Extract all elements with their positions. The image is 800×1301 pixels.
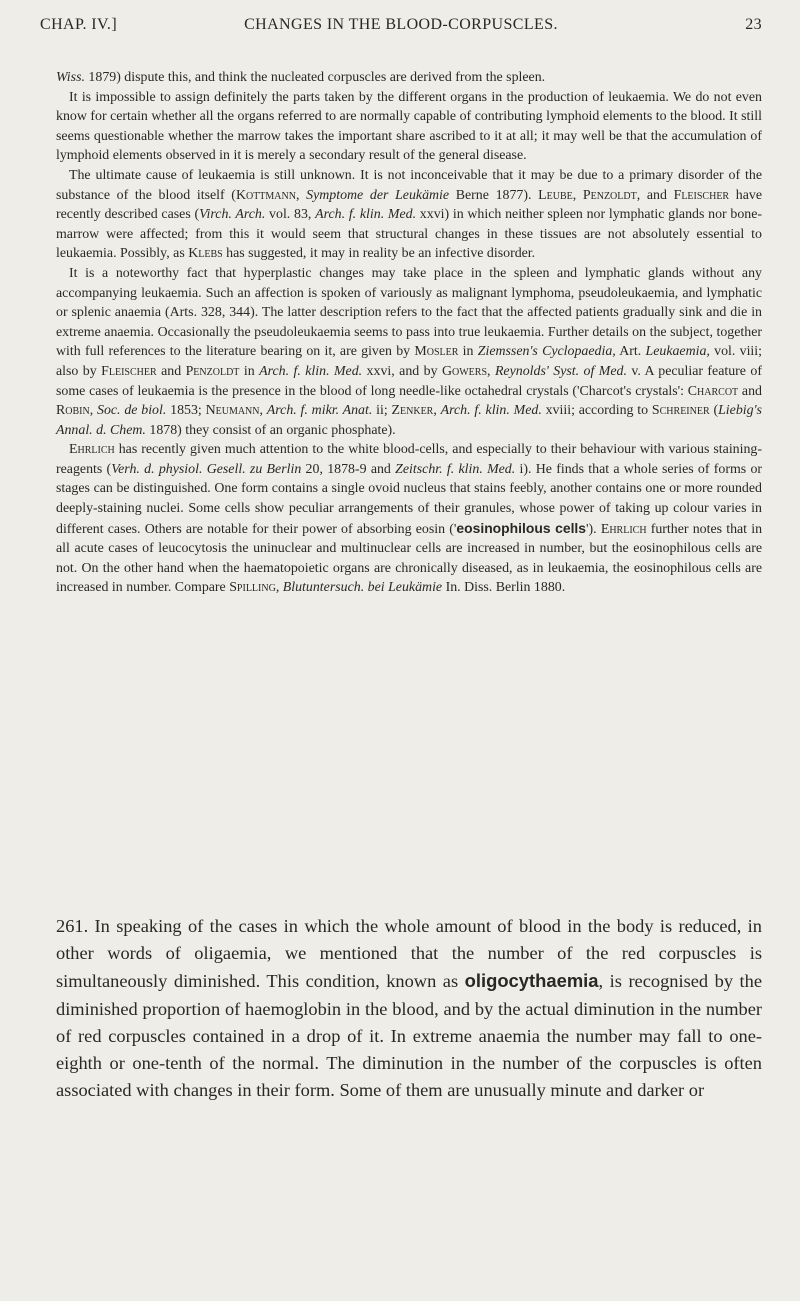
footnote-block (56, 68, 762, 598)
chapter-label: CHAP. IV.] (40, 16, 118, 33)
term-eosinophilous-cells: eosinophilous cells (456, 519, 587, 536)
note-paragraph-3: The ultimate cause of leukaemia is still unknown. It is not inconceivable that it may be due to a primary disorder of the substance of the blood itself (Kottmann, Symptome der Leukämie Berne 1877). Leube, Penzoldt, and Fleischer have recently described cases (Virch. Arch. vol. 83, Arch. f. klin. Med. xxvi) in which neither spleen nor lymphatic glands nor bone-marrow were affected; from this it would seem that structural changes in these tissues are not absolutely essential to leukaemia. Possibly, as Klebs has suggested, it may in reality be an infective disorder. (56, 167, 763, 262)
page-number: 23 (745, 16, 762, 33)
section-261-paragraph: 261. In speaking of the cases in which the whole amount of blood in the body is reduced, in other words of oligaemia, we mentioned that the number of the red corpuscles is simultaneously diminished. This condition, known as oligocythaemia, is recognised by the diminished proportion of haemoglobin in the blood, and by the actual diminution in the number of red corpuscles contained in a drop of it. In extreme anaemia the number may fall to one-eighth or one-tenth of the normal. The diminution in the number of the corpuscles is often associated with changes in their form. Some of them are unusually minute and darker or (56, 916, 762, 1101)
note-paragraph-5: Ehrlich has recently given much attention to the white blood-cells, and especially to their behaviour with various staining-reagents (Verh. d. physiol. Gesell. zu Berlin 20, 1878-9 and Zeitschr. f. klin. Med. i). He finds that a whole series of forms or stages can be distinguished. One form contains a single ovoid nucleus that stains feebly, another contains one or more rounded deeply-staining nuclei. Some cells show peculiar arrangements of their granules, whose power of taking up colour varies in different cases. Others are notable for their power of absorbing eosin ('eosinophilous cells'). Ehrlich further notes that in all acute cases of leucocytosis the uninuclear and multinuclear cells are increased in number, but the eosinophilous cells are not. On the other hand when the haematopoietic organs are chronically diseased, as in leukaemia, the eosinophilous cells are increased in number. Compare Spilling, Blutuntersuch. bei Leukämie In. Diss. Berlin 1880. (56, 442, 763, 596)
note-paragraph-1: Wiss. 1879) dispute this, and think the nucleated corpuscles are derived from the spleen. (56, 70, 546, 85)
main-section (56, 913, 762, 1104)
note-paragraph-2: It is impossible to assign definitely the parts taken by the different organs in the production of leukaemia. We do not even know for certain whether all the organs referred to are normally capable of contributing lymphoid elements to the blood. It still seems questionable whether the marrow takes the important share ascribed to it at all; it may well be that the accumulation of lymphoid elements observed in it is merely a secondary result of the general disease. (56, 89, 762, 164)
term-oligocythaemia: oligocythaemia (464, 970, 599, 992)
running-title: CHANGES IN THE BLOOD-CORPUSCLES. (244, 16, 558, 33)
note-paragraph-4: It is a noteworthy fact that hyperplastic changes may take place in the spleen and lymphatic glands without any accompanying leukaemia. Such an affection is spoken of variously as malignant lymphoma, pseudoleukaemia, and lymphatic or splenic anaemia (Arts. 328, 344). The latter description refers to the fact that the affected patients gradually sink and die in extreme anaemia. Occasionally the pseudoleukaemia seems to pass into true leukaemia. Further details on the subject, together with full references to the literature bearing on it, are given by Mosler in Ziemssen's Cyclopaedia, Art. Leukaemia, vol. viii; also by Fleischer and Penzoldt in Arch. f. klin. Med. xxvi, and by Gowers, Reynolds' Syst. of Med. v. A peculiar feature of some cases of leukaemia is the presence in the blood of long needle-like octahedral crystals ('Charcot's crystals': Charcot and Robin, Soc. de biol. 1853; Neumann, Arch. f. mikr. Anat. ii; Zenker, Arch. f. klin. Med. xviii; according to Schreiner (Liebig's Annal. d. Chem. 1878) they consist of an organic phosphate). (56, 265, 763, 438)
